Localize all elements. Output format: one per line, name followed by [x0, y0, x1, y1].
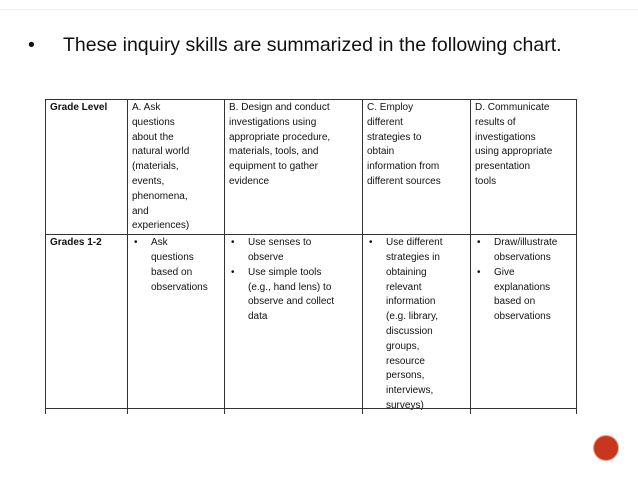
cell-col-b: [225, 235, 363, 414]
list-item: • Draw/illustrate observations: [475, 236, 572, 266]
list-item: • Use simple tools (e.g., hand lens) to observe and collect data: [229, 266, 358, 325]
list-item: • Ask questions based on observations: [132, 236, 220, 295]
list-item: • Give explanations based on observations: [475, 266, 572, 325]
top-bar: [0, 0, 638, 10]
bullet-dot: •: [28, 34, 35, 56]
inquiry-skills-table: [45, 99, 577, 414]
header-col-d: D. Communicate results of investigations using appropriate presentation tools: [471, 100, 577, 235]
cell-col-d: [471, 235, 577, 414]
header-col-b: B. Design and conduct investigations using appropriate procedure, materials, tools, and equipment to gather evidence: [225, 100, 363, 235]
header-grade-level: Grade Level: [46, 100, 128, 235]
row-grade-label: Grades 1-2: [46, 235, 128, 414]
header-col-c: C. Employ different strategies to obtain information from different sources: [363, 100, 471, 235]
table-header-row: [46, 100, 577, 235]
bullet-text: These inquiry skills are summarized in the following chart.: [63, 34, 562, 56]
circle-glyph: [594, 436, 618, 460]
table-row: [46, 235, 577, 414]
cell-col-a: [128, 235, 225, 414]
list-item: • Use different strategies in obtaining relevant information (e.g. library, discussion groups, resource persons, interviews, surveys): [367, 236, 466, 414]
circle-nav-icon[interactable]: [594, 436, 618, 460]
bullet-paragraph: [28, 33, 588, 57]
list-item: • Use senses to observe: [229, 236, 358, 266]
cell-col-c: [363, 235, 471, 414]
header-col-a: A. Ask questions about the natural world (materials, events, phenomena, and experiences): [128, 100, 225, 235]
table-bottom-line: [45, 408, 576, 409]
